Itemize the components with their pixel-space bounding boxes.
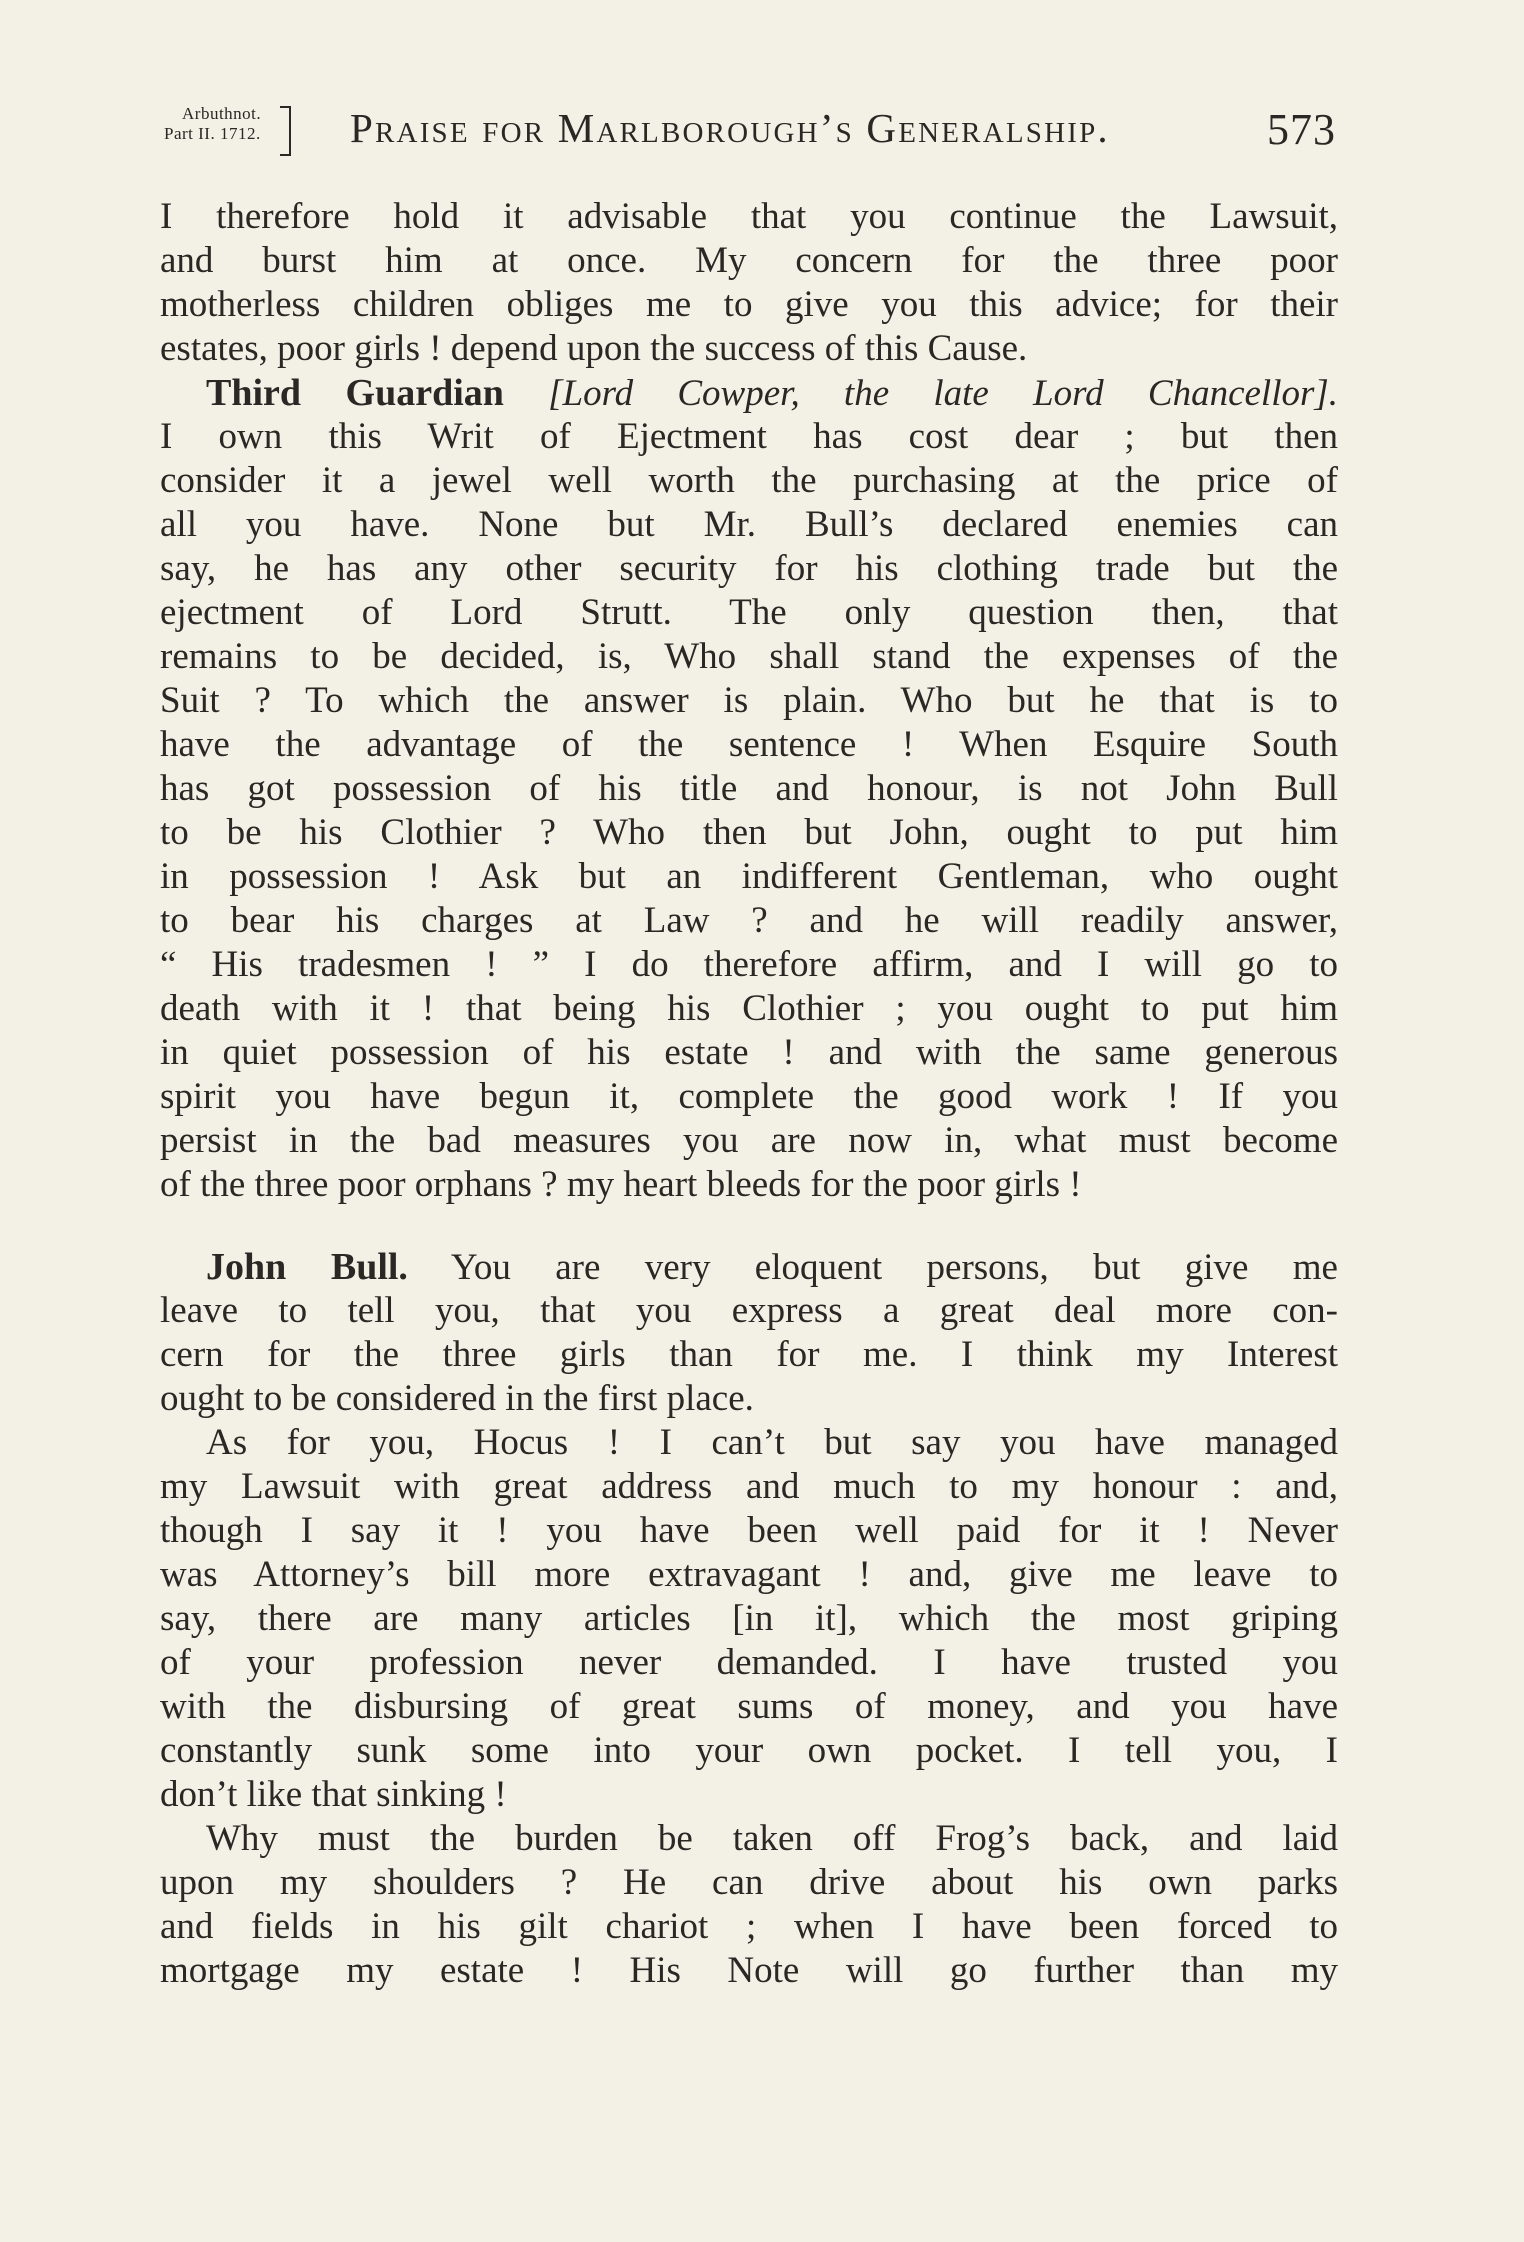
text-line: death with it ! that being his Clothier ; you ought to put him [160, 988, 1338, 1029]
text-line: was Attorney’s bill more extravagant ! and, give me leave to [160, 1554, 1338, 1595]
text-line: in possession ! Ask but an indifferent Gentleman, who ought [160, 856, 1338, 897]
text-line: Why must the burden be taken off Frog’s back, and laid [206, 1818, 1338, 1859]
text-line: As for you, Hocus ! I can’t but say you have managed [206, 1422, 1338, 1463]
text-line: consider it a jewel well worth the purchasing at the price of [160, 460, 1338, 501]
running-head-sidenote [152, 104, 292, 160]
text-line: ejectment of Lord Strutt. The only question then, that [160, 592, 1338, 633]
text-line: leave to tell you, that you express a great deal more con- [160, 1290, 1338, 1331]
text-line: don’t like that sinking ! [160, 1774, 507, 1815]
speaker-name: Third Guardian [206, 372, 504, 414]
text-line: to be his Clothier ? Who then but John, ought to put him [160, 812, 1338, 853]
text-line: say, he has any other security for his clothing trade but the [160, 548, 1338, 589]
text-line: has got possession of his title and honour, is not John Bull [160, 768, 1338, 809]
text-line: I own this Writ of Ejectment has cost dear ; but then [160, 416, 1338, 457]
text-line: ought to be considered in the first place. [160, 1378, 754, 1419]
running-head-part: Part II. 1712. [164, 124, 261, 143]
text-line: estates, poor girls ! depend upon the success of this Cause. [160, 328, 1028, 369]
text-line: motherless children obliges me to give you this advice; for their [160, 284, 1338, 325]
text-line: to bear his charges at Law ? and he will readily answer, [160, 900, 1338, 941]
text-line: mortgage my estate ! His Note will go further than my [160, 1950, 1338, 1991]
text-line: have the advantage of the sentence ! When Esquire South [160, 724, 1338, 765]
speaker-text: You are very eloquent persons, but give me [450, 1247, 1338, 1288]
text-line: I therefore hold it advisable that you continue the Lawsuit, [160, 196, 1338, 237]
text-line: and fields in his gilt chariot ; when I have been forced to [160, 1906, 1338, 1947]
running-head-title: Praise for Marlborough’s Generalship. [350, 105, 1110, 151]
text-line: with the disbursing of great sums of money, and you have [160, 1686, 1338, 1727]
text-line: though I say it ! you have been well paid for it ! Never [160, 1510, 1338, 1551]
running-head [152, 102, 1342, 162]
running-head-author: Arbuthnot. [182, 104, 262, 123]
sidenote-bracket [280, 106, 291, 156]
text-line: constantly sunk some into your own pocket. I tell you, I [160, 1730, 1338, 1771]
text-line: of the three poor orphans ? my heart bleeds for the poor girls ! [160, 1164, 1082, 1205]
text-line: all you have. None but Mr. Bull’s declared enemies can [160, 504, 1338, 545]
text-line: spirit you have begun it, complete the good work ! If you [160, 1076, 1338, 1117]
text-line: upon my shoulders ? He can drive about his own parks [160, 1862, 1338, 1903]
body-text [160, 195, 1338, 1993]
text-line: Suit ? To which the answer is plain. Who but he that is to [160, 680, 1338, 721]
speaker-line-john-bull [160, 1245, 1338, 1289]
text-line: “ His tradesmen ! ” I do therefore affirm, and I will go to [160, 944, 1338, 985]
text-line: and burst him at once. My concern for the three poor [160, 240, 1338, 281]
speaker-line-third-guardian [160, 371, 1338, 415]
paragraph-gap [160, 1207, 1338, 1245]
text-line: cern for the three girls than for me. I think my Interest [160, 1334, 1338, 1375]
page-number: 573 [1267, 105, 1336, 154]
text-line: persist in the bad measures you are now in, what must become [160, 1120, 1338, 1161]
text-line: in quiet possession of his estate ! and with the same generous [160, 1032, 1338, 1073]
text-line: remains to be decided, is, Who shall stand the expenses of the [160, 636, 1338, 677]
speaker-note: [Lord Cowper, the late Lord Chancellor]. [548, 373, 1338, 414]
text-line: say, there are many articles [in it], which the most griping [160, 1598, 1338, 1639]
text-line: my Lawsuit with great address and much to my honour : and, [160, 1466, 1338, 1507]
text-line: of your profession never demanded. I have trusted you [160, 1642, 1338, 1683]
speaker-name: John Bull. [206, 1246, 408, 1288]
